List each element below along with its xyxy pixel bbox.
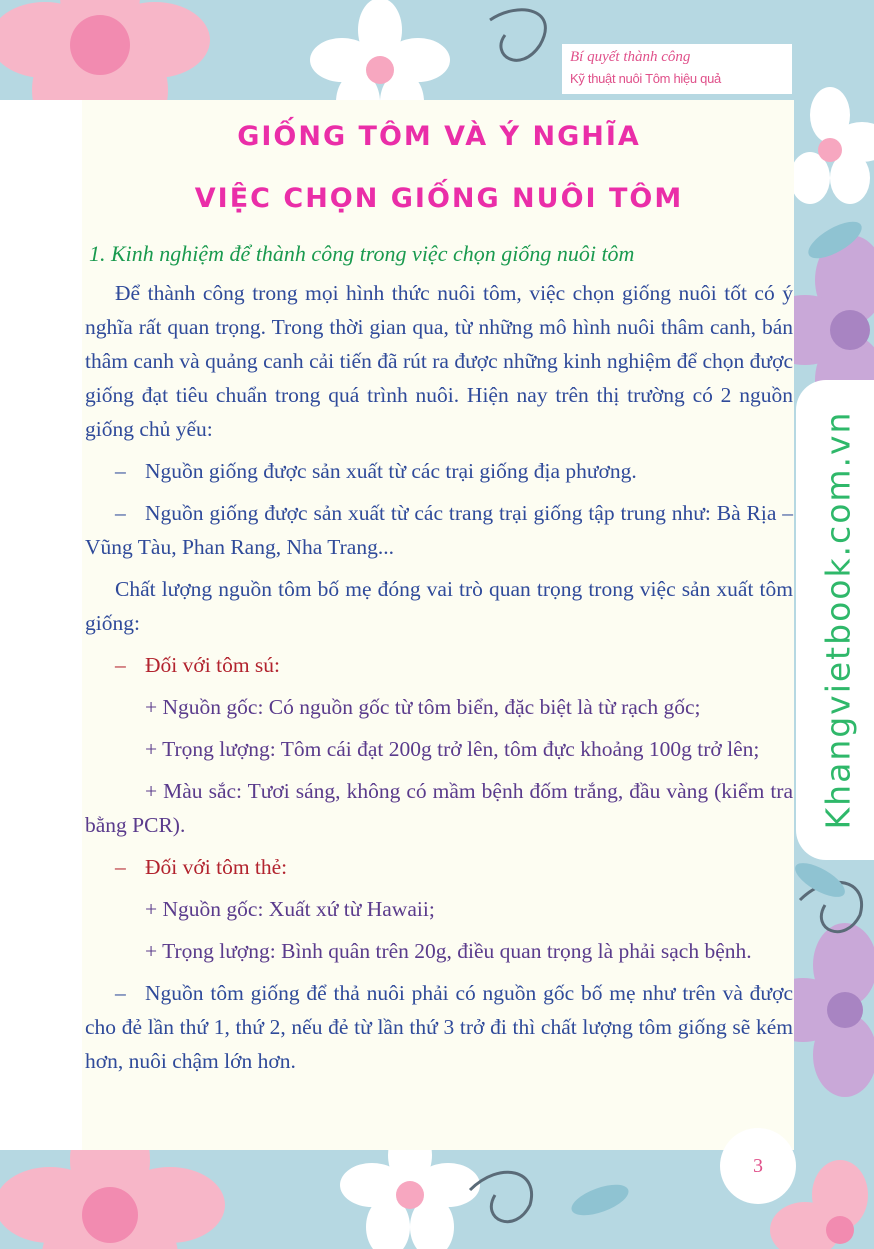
dash-bullet: – (115, 855, 126, 879)
sub-item: + Nguồn gốc: Xuất xứ từ Hawaii; (145, 897, 435, 921)
chapter-title-line1: GIỐNG TÔM VÀ Ý NGHĨA (237, 121, 641, 152)
chapter-title (85, 106, 793, 230)
list-item-text: Đối với tôm thẻ: (145, 855, 288, 879)
list-item (85, 976, 793, 1078)
paragraph-quality: Chất lượng nguồn tôm bố mẹ đóng vai trò quan trọng trong việc sản xuất tôm giống: (85, 577, 793, 635)
page-margin (0, 100, 82, 1150)
list-item-text: Nguồn tôm giống để thả nuôi phải có nguồn gốc bố mẹ như trên và được cho đẻ lần thứ 1, thứ 2, nếu đẻ từ lần thứ 3 trở đi thì chất lượng tôm giống sẽ kém hơn, nuôi chậm lớn hơn. (85, 981, 793, 1073)
header-book-title: Kỹ thuật nuôi Tôm hiệu quả (570, 71, 721, 86)
dash-bullet: – (115, 459, 126, 483)
header-series-title: Bí quyết thành công (570, 49, 691, 65)
list-item (85, 496, 793, 564)
list-item-text: Nguồn giống được sản xuất từ các trang trại giống tập trung như: Bà Rịa – Vũng Tàu, Phan Rang, Nha Trang... (85, 501, 793, 559)
sub-item: + Trọng lượng: Bình quân trên 20g, điều quan trọng là phải sạch bệnh. (145, 939, 752, 963)
list-item (85, 454, 793, 488)
paragraph-intro: Để thành công trong mọi hình thức nuôi tôm, việc chọn giống nuôi tốt có ý nghĩa rất quan trọng. Trong thời gian qua, từ những mô hình nuôi thâm canh, bán thâm canh và quảng canh cải tiến đã rút ra được những kinh nghiệm để chọn được giống đạt tiêu chuẩn trong quá trình nuôi. Hiện nay trên thị trường có 2 nguồn giống chủ yếu: (85, 281, 793, 441)
list-item-tom-su (85, 648, 793, 682)
page-content (85, 106, 793, 1086)
side-watermark: Khangvietbook.com.vn (818, 410, 858, 830)
list-item-text: Đối với tôm sú: (145, 653, 281, 677)
sub-item: + Nguồn gốc: Có nguồn gốc từ tôm biển, đặc biệt là từ rạch gốc; (145, 695, 701, 719)
dash-bullet: – (115, 653, 126, 677)
running-header (562, 44, 792, 94)
chapter-title-line2: VIỆC CHỌN GIỐNG NUÔI TÔM (194, 183, 684, 214)
list-item-tom-the (85, 850, 793, 884)
sub-item: + Màu sắc: Tươi sáng, không có mầm bệnh đốm trắng, đầu vàng (kiểm tra bằng PCR). (85, 779, 793, 837)
list-item-text: Nguồn giống được sản xuất từ các trại giống địa phương. (145, 459, 637, 483)
section-heading: 1. Kinh nghiệm để thành công trong việc chọn giống nuôi tôm (89, 241, 635, 266)
dash-bullet: – (115, 501, 126, 525)
page-number: 3 (720, 1128, 796, 1204)
sub-item: + Trọng lượng: Tôm cái đạt 200g trở lên, tôm đực khoảng 100g trở lên; (145, 737, 760, 761)
dash-bullet: – (115, 981, 126, 1005)
